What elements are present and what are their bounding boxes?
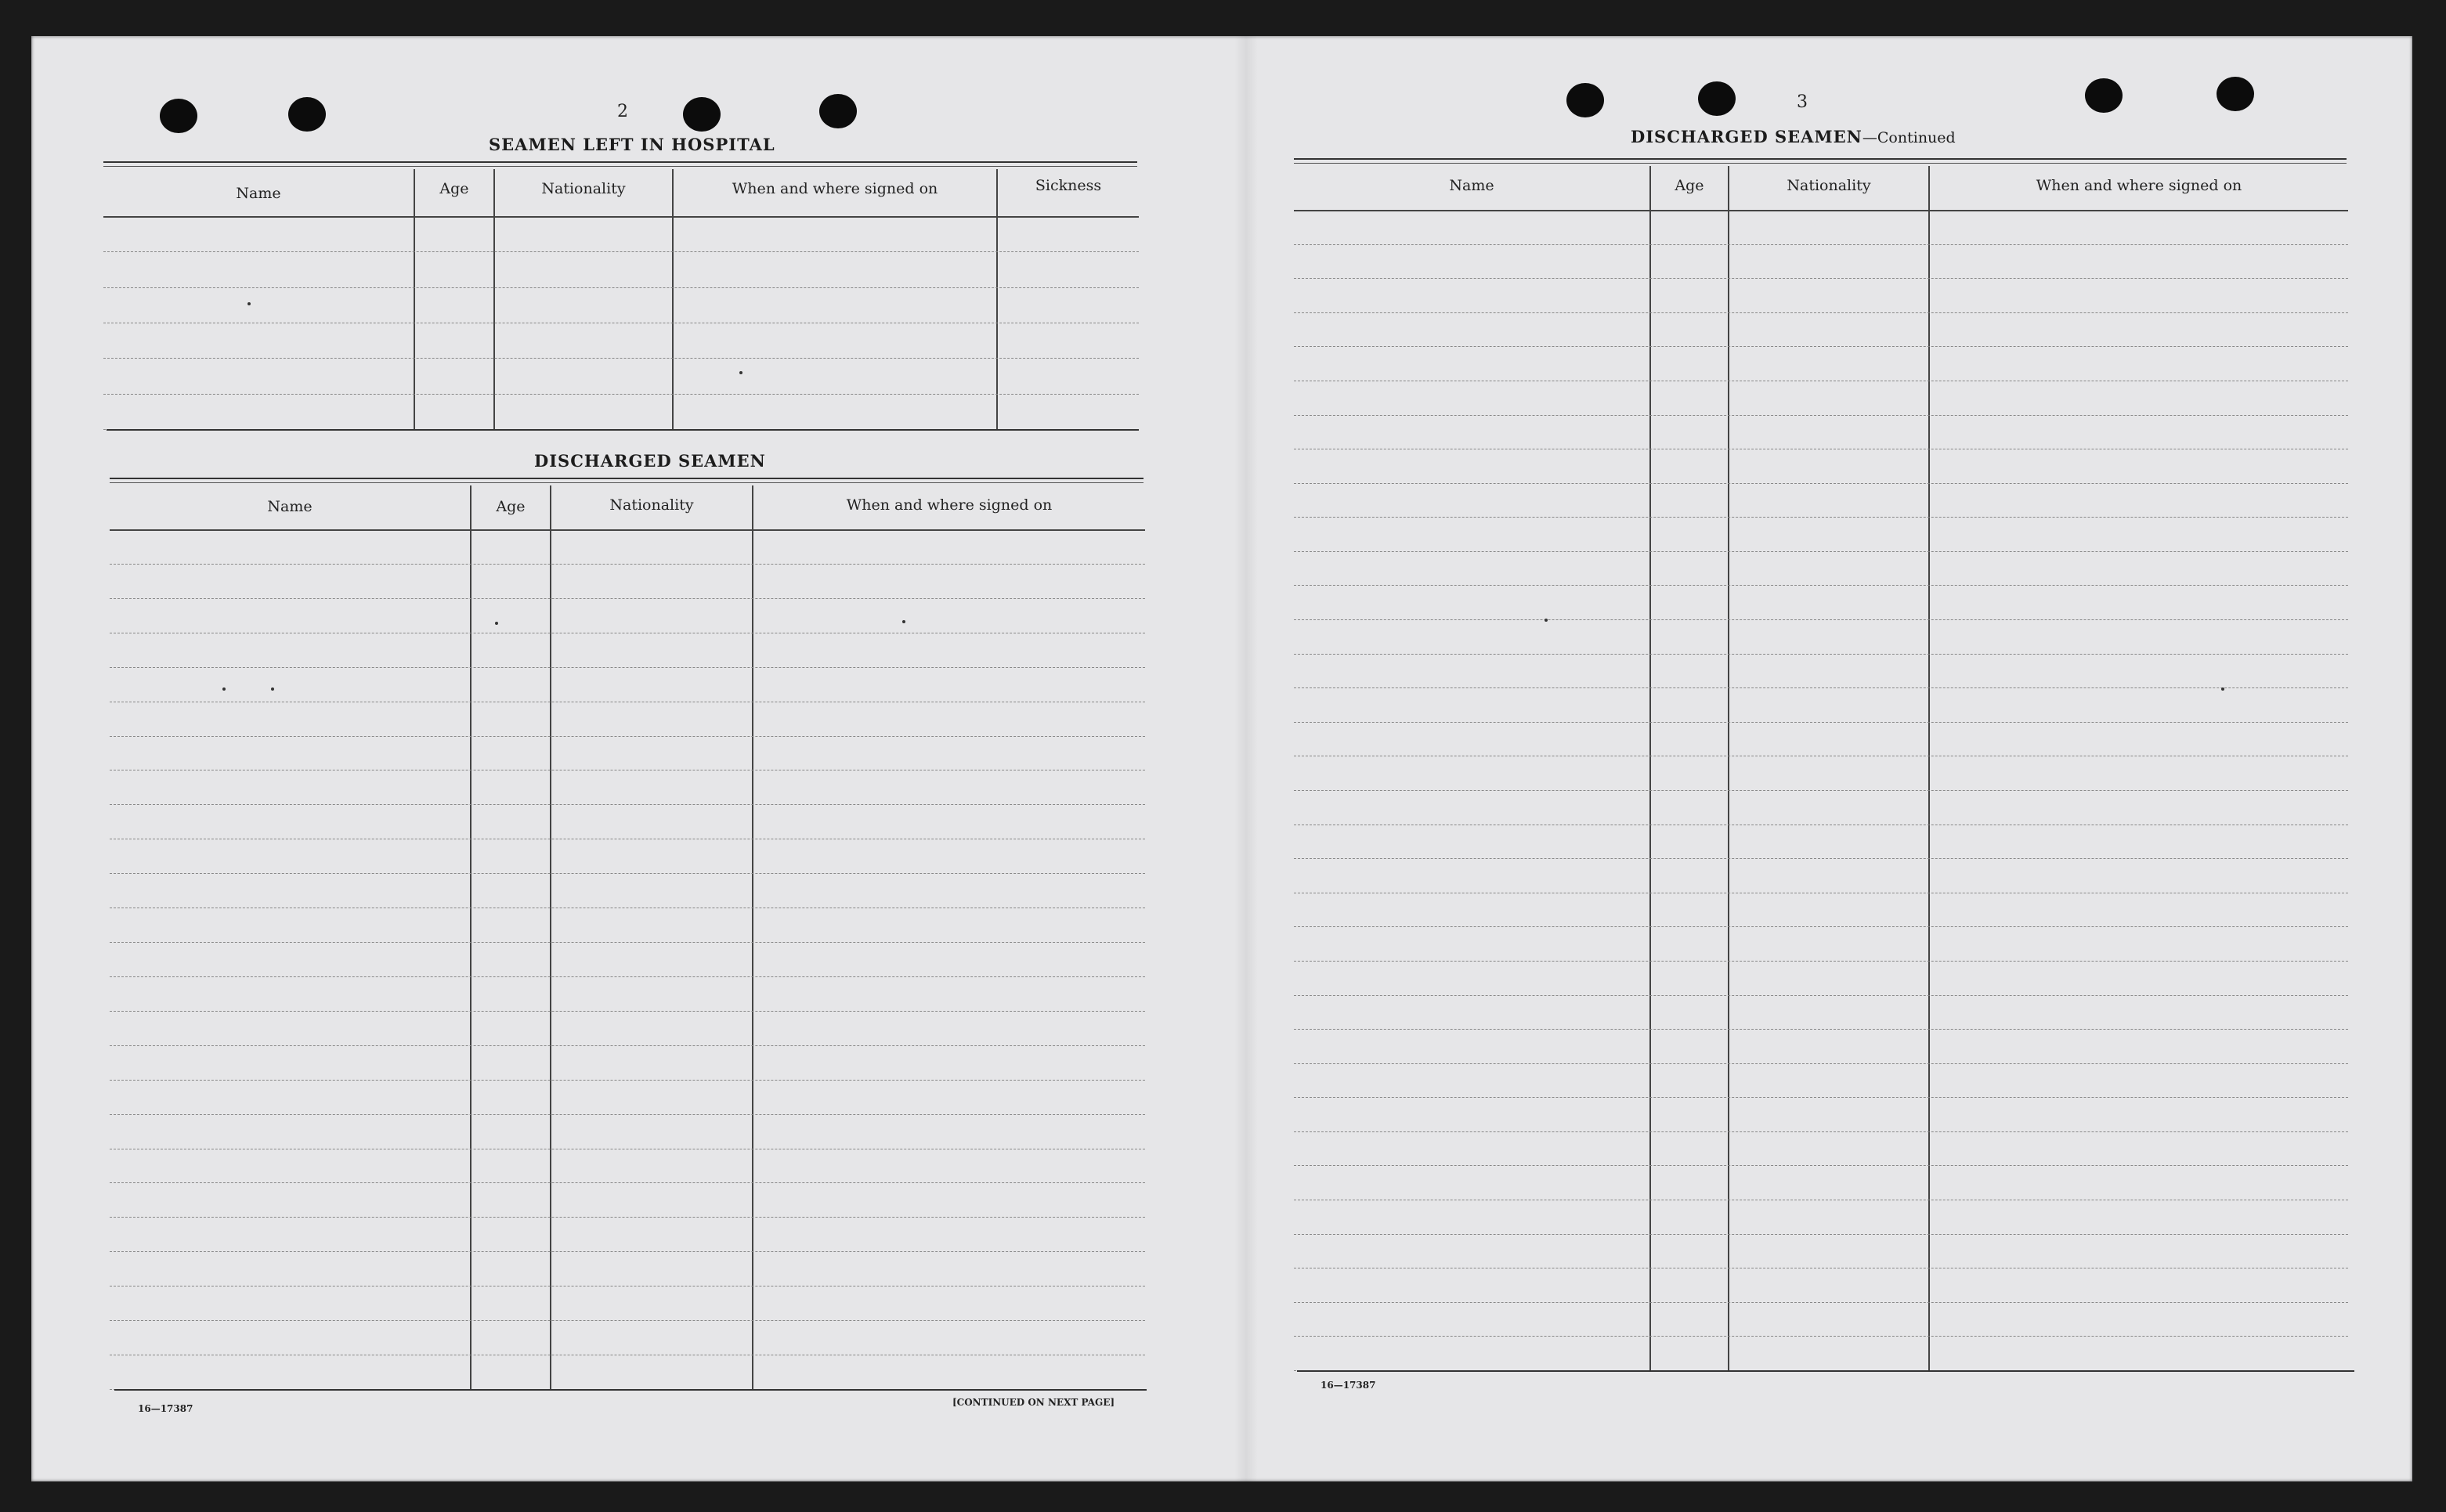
table-row	[110, 1217, 1145, 1218]
divider	[103, 166, 1137, 167]
paper-speck	[222, 687, 226, 691]
table-row	[1294, 312, 2348, 313]
table-row	[1294, 346, 2348, 347]
table-row	[1294, 961, 2348, 962]
table-row	[1294, 1234, 2348, 1235]
table-row	[1294, 1165, 2348, 1166]
col-header-signed-on: When and where signed on	[846, 496, 1053, 514]
form-number: 16—17387	[138, 1403, 193, 1414]
table-row	[1294, 926, 2348, 927]
table-row	[103, 358, 1139, 359]
paper-speck	[271, 687, 274, 691]
table-row	[110, 976, 1145, 977]
hospital-table	[103, 169, 1139, 429]
continued-note: [CONTINUED ON NEXT PAGE]	[952, 1397, 1115, 1408]
column-divider	[414, 169, 415, 429]
table-row	[1294, 1029, 2348, 1030]
punch-hole	[683, 97, 721, 132]
page-fold	[1234, 36, 1258, 1481]
page-number: 3	[1797, 92, 1808, 112]
paper-speck	[247, 302, 251, 305]
divider	[1294, 158, 2347, 160]
col-header-signed-on: When and where signed on	[732, 180, 938, 197]
punch-hole	[288, 97, 326, 132]
table-row	[110, 1045, 1145, 1046]
col-header-nationality: Nationality	[541, 180, 626, 197]
divider	[107, 429, 1139, 431]
table-row	[1294, 517, 2348, 518]
col-header-name: Name	[236, 185, 281, 202]
table-row	[1294, 1302, 2348, 1303]
column-divider	[996, 169, 998, 429]
punch-hole	[2217, 77, 2254, 111]
form-sheet	[31, 36, 2412, 1481]
table-row	[110, 736, 1145, 737]
col-header-age: Age	[439, 180, 469, 197]
punch-hole	[819, 94, 857, 128]
table-row	[110, 873, 1145, 874]
table-row	[103, 394, 1139, 395]
col-header-nationality: Nationality	[609, 496, 694, 514]
table-row	[110, 942, 1145, 943]
table-row	[1294, 1097, 2348, 1098]
col-header-sickness: Sickness	[1035, 177, 1102, 194]
title-main: DISCHARGED SEAMEN	[1631, 127, 1863, 146]
table-row	[1294, 790, 2348, 791]
punch-hole	[160, 99, 197, 133]
paper-speck	[1545, 619, 1548, 622]
col-header-name: Name	[1449, 177, 1494, 194]
paper-speck	[739, 371, 742, 374]
table-row	[1294, 1336, 2348, 1337]
col-header-age: Age	[1675, 177, 1704, 194]
table-row	[1294, 995, 2348, 996]
table-row	[110, 804, 1145, 805]
table-row	[1294, 687, 2348, 688]
table-row	[110, 1114, 1145, 1115]
col-header-nationality: Nationality	[1787, 177, 1871, 194]
table-row	[103, 287, 1139, 288]
table-row	[1294, 722, 2348, 723]
paper-speck	[902, 620, 905, 623]
col-header-age: Age	[496, 498, 526, 515]
table-row	[110, 667, 1145, 668]
paper-speck	[2221, 687, 2224, 691]
table-row	[1294, 483, 2348, 484]
table-row	[110, 1251, 1145, 1252]
divider	[103, 161, 1137, 163]
title-suffix: —Continued	[1862, 129, 1956, 146]
table-row	[110, 1320, 1145, 1321]
column-divider	[672, 169, 674, 429]
col-header-name: Name	[267, 498, 313, 515]
table-row	[1294, 654, 2348, 655]
table-row	[1294, 585, 2348, 586]
table-row	[1294, 619, 2348, 620]
divider	[1294, 163, 2347, 164]
hospital-section-title: SEAMEN LEFT IN HOSPITAL	[489, 135, 775, 154]
discharged-continued-title	[1631, 127, 1956, 146]
page-number: 2	[617, 102, 628, 121]
discharged-section-title: DISCHARGED SEAMEN	[534, 451, 766, 471]
table-row	[1294, 244, 2348, 245]
table-row	[1294, 551, 2348, 552]
divider	[110, 482, 1144, 483]
table-row	[103, 251, 1139, 252]
column-divider	[470, 485, 471, 1389]
column-divider	[493, 169, 495, 429]
column-divider	[550, 485, 551, 1389]
divider	[110, 478, 1144, 479]
column-divider	[752, 485, 753, 1389]
table-row	[1294, 415, 2348, 416]
table-header	[1294, 166, 2348, 211]
table-row	[110, 1182, 1145, 1183]
table-row	[110, 564, 1145, 565]
table-header	[110, 485, 1145, 531]
table-row	[110, 598, 1145, 599]
table-header	[103, 169, 1139, 218]
discharged-table-left	[110, 485, 1145, 1389]
table-row	[110, 1011, 1145, 1012]
punch-hole	[2085, 78, 2123, 113]
table-row	[1294, 1063, 2348, 1064]
table-row	[1294, 1131, 2348, 1132]
punch-hole	[1698, 81, 1736, 116]
paper-speck	[495, 622, 498, 625]
punch-hole	[1566, 83, 1604, 117]
table-row	[1294, 278, 2348, 279]
form-number: 16—17387	[1321, 1380, 1376, 1391]
col-header-signed-on: When and where signed on	[2036, 177, 2242, 194]
table-row	[1294, 858, 2348, 859]
divider	[114, 1389, 1147, 1391]
table-row	[110, 1080, 1145, 1081]
discharged-table-right	[1294, 166, 2348, 1370]
divider	[1297, 1370, 2354, 1372]
